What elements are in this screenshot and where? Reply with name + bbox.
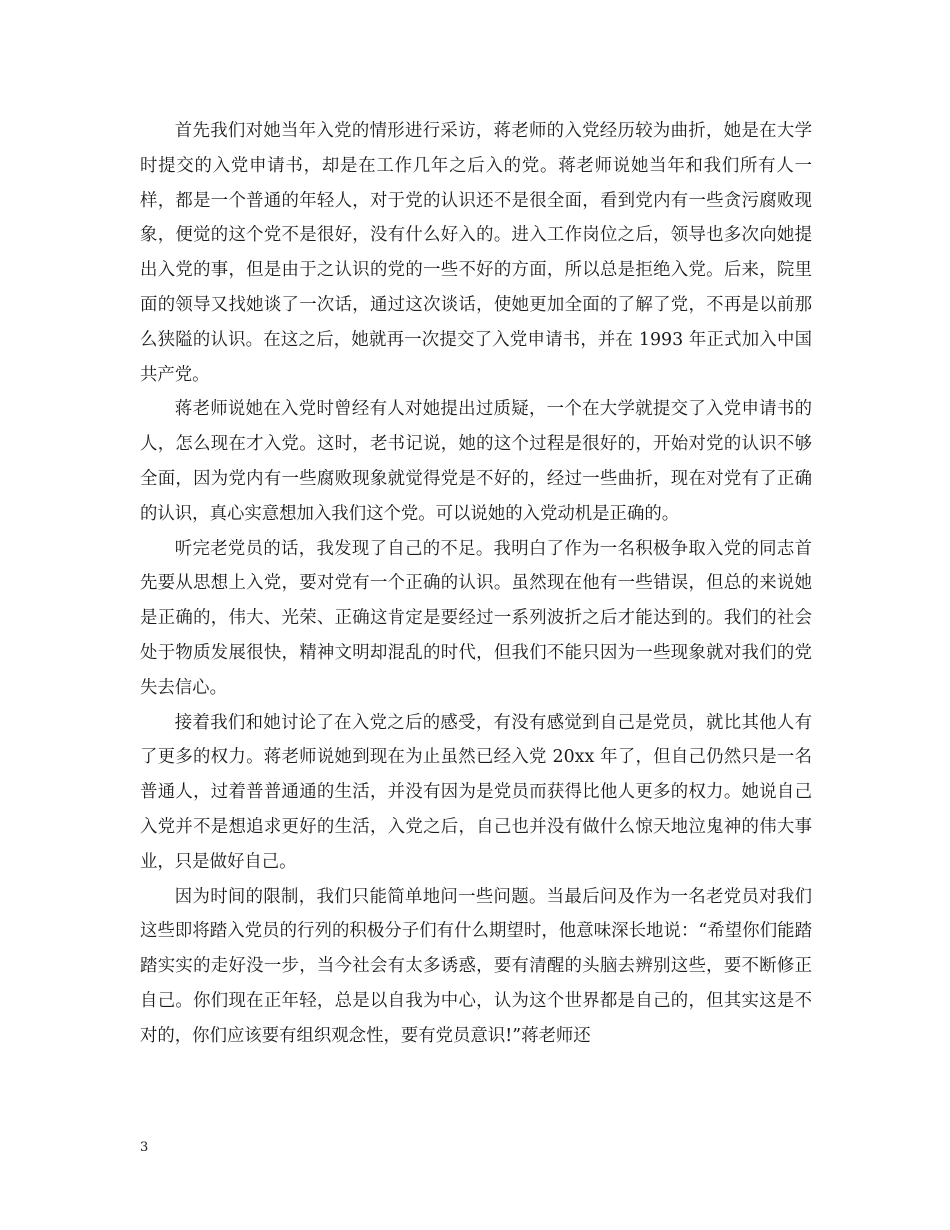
paragraph-2: 蒋老师说她在入党时曾经有人对她提出过质疑，一个在大学就提交了入党申请书的人，怎么现在才入党。这时，老书记说，她的这个过程是很好的，开始对党的认识不够全面，因为党内有一些腐败现象就觉得党是不好的，经过一些曲折，现在对党有了正确的认识，真心实意想加入我们这个党。可以说她的入党动机是正确的。 [140,399,812,524]
paragraph-3: 听完老党员的话，我发现了自己的不足。我明白了作为一名积极争取入党的同志首先要从思想上入党，要对党有一个正确的认识。虽然现在他有一些错误，但总的来说她是正确的，伟大、光荣、正确这肯定是要经过一系列波折之后才能达到的。我们的社会处于物质发展很快，精神文明却混乱的时代，但我们不能只因为一些现象就对我们的党失去信心。 [140,538,812,698]
document-body [140,114,812,1054]
paragraph-4: 接着我们和她讨论了在入党之后的感受，有没有感觉到自己是党员，就比其他人有了更多的权力。蒋老师说她到现在为止虽然已经入党 20xx 年了，但自己仍然只是一名普通人，过着普普通通的生活，并没有因为是党员而获得比他人更多的权力。她说自己入党并不是想追求更好的生活，入党之后，自己也并没有做什么惊天地泣鬼神的伟大事业，只是做好自己。 [140,712,812,872]
paragraph-1: 首先我们对她当年入党的情形进行采访，蒋老师的入党经历较为曲折，她是在大学时提交的入党申请书，却是在工作几年之后入的党。蒋老师说她当年和我们所有人一样，都是一个普通的年轻人，对于党的认识还不是很全面，看到党内有一些贪污腐败现象，便觉的这个党不是很好，没有什么好入的。进入工作岗位之后，领导也多次向她提出入党的事，但是由于之认识的党的一些不好的方面，所以总是拒绝入党。后来，院里面的领导又找她谈了一次话，通过这次谈话，使她更加全面的了解了党，不再是以前那么狭隘的认识。在这之后，她就再一次提交了入党申请书，并在 1993 年正式加入中国共产党。 [140,121,812,385]
page-number: 3 [140,1140,149,1155]
paragraph-5: 因为时间的限制，我们只能简单地问一些问题。当最后问及作为一名老党员对我们这些即将踏入党员的行列的积极分子们有什么期望时，他意味深长地说：“希望你们能踏踏实实的走好没一步，当今社会有太多诱惑，要有清醒的头脑去辨别这些，要不断修正自己。你们现在正年轻，总是以自我为中心，认为这个世界都是自己的，但其实这是不对的，你们应该要有组织观念性，要有党员意识!”蒋老师还 [140,886,812,1046]
